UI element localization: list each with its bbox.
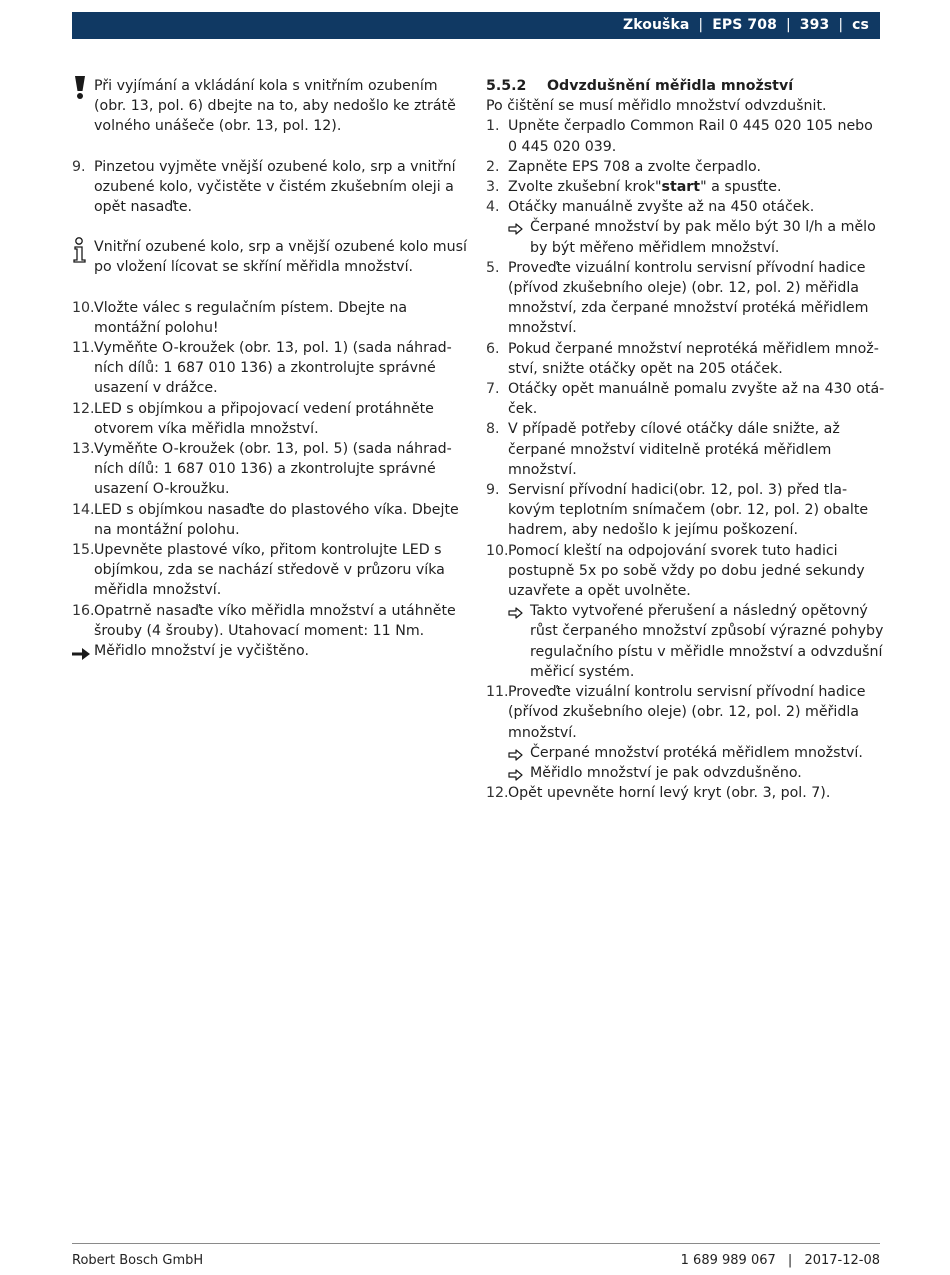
right-column [486,76,886,803]
list-item [486,339,886,379]
step-number: 15. [72,542,95,559]
section-title: Odvzdušnění měřidla množství [547,78,794,94]
list-item [486,258,886,339]
step-number: 6. [486,340,500,357]
list-item [486,177,886,197]
step-number: 12. [486,785,509,802]
footer-divider [72,1243,880,1244]
step-text: Opět upevněte horní levý kryt (obr. 3, pol. 7). [508,785,831,802]
result-line [72,641,468,661]
step-number: 9. [72,158,86,175]
step-text: Pinzetou vyjměte vnější ozubené kolo, srp a vnitřní ozubené kolo, vyčistěte v čistém zkušebním oleji a opět nasaďte. [94,158,456,216]
step-number: 2. [486,158,500,175]
step-text: Proveďte vizuální kontrolu servisní přívodní hadice (přívod zkušebního oleje) (obr. 12, pol. 2) měřidla množství, zda čerpané množství protéká měřidlem množství. [508,259,869,337]
outline-arrow-icon [508,221,523,241]
intro-text: Po čištění se musí měřidlo množství odvzdušnit. [486,98,827,115]
step-text: Otáčky opět manuálně pomalu zvyšte až na 430 otáček. [508,381,885,418]
step-number: 13. [72,441,95,458]
info-text: Vnitřní ozubené kolo, srp a vnější ozubené kolo musí po vložení lícovat se skříní měřidla množství. [94,239,467,276]
sub-result [486,763,886,783]
list-item [72,439,468,500]
list-item [486,480,886,541]
header-separator: | [785,17,791,34]
list-item [486,157,886,177]
step-number: 11. [486,684,509,701]
sub-result [486,601,886,682]
header-product: EPS 708 [712,17,777,34]
list-item [486,379,886,419]
step-keyword: start [661,179,701,196]
step-number: 4. [486,199,500,216]
step-number: 7. [486,381,500,398]
list-item [72,540,468,601]
step-text: Vyměňte O-kroužek (obr. 13, pol. 1) (sada náhradních dílů: 1 687 010 136) a zkontrolujte správné usazení v drážce. [94,340,452,397]
step-number: 16. [72,602,95,619]
list-item [72,298,468,338]
step-text: Proveďte vizuální kontrolu servisní přívodní hadice (přívod zkušebního oleje) (obr. 12, pol. 2) měřidla množství. [508,684,866,741]
step-text: Vyměňte O-kroužek (obr. 13, pol. 5) (sada náhradních dílů: 1 687 010 136) a zkontrolujte správné usazení O-kroužku. [94,441,452,498]
step-text-prefix: Zvolte zkušební krok" [508,179,662,196]
info-icon [72,237,90,269]
step-number: 1. [486,118,500,135]
footer-doc-number: 1 689 989 067 [680,1253,776,1268]
header-page-number: 393 [799,17,830,34]
warning-note [72,76,468,137]
step-text-suffix: " a spusťte. [700,179,782,196]
left-column [72,76,468,661]
step-number: 5. [486,259,500,276]
list-item [486,197,886,217]
step-text: Pomocí kleští na odpojování svorek tuto hadici postupně 5x po sobě vždy po dobu jedné sekundy uzavřete a opět uvolněte. [508,542,865,600]
list-item [72,500,468,540]
outline-arrow-icon [508,605,523,625]
list-item [72,157,468,218]
sub-result [486,217,886,257]
header-language: cs [852,17,869,34]
step-number: 8. [486,421,500,438]
footer-date: 2017-12-08 [804,1253,880,1268]
result-text: Měřidlo množství je vyčištěno. [94,643,309,660]
list-item [72,338,468,399]
list-item [486,116,886,156]
step-text: LED s objímkou nasaďte do plastového víka. Dbejte na montážní polohu. [94,501,459,538]
step-text: Otáčky manuálně zvyšte až na 450 otáček. [508,199,815,216]
list-item [486,419,886,480]
list-item [486,783,886,803]
section-heading [486,76,886,96]
step-text: Servisní přívodní hadici(obr. 12, pol. 3) před tlakovým teplotním snímačem (obr. 12, pol. 2) obalte hadrem, aby nedošlo k jejímu poškození. [508,482,869,539]
step-number: 3. [486,179,500,196]
page-header-bar [72,12,880,39]
header-separator: | [698,17,704,34]
step-text: Upevněte plastové víko, přitom kontrolujte LED s objímkou, zda se nachází středově v průzoru víka měřidla množství. [94,542,445,599]
step-text: Upněte čerpadlo Common Rail 0 445 020 105 nebo 0 445 020 039. [508,118,873,155]
step-text: Opatrně nasaďte víko měřidla množství a utáhněte šrouby (4 šrouby). Utahovací moment: 11 Nm. [94,602,456,639]
sub-result-text: Takto vytvořené přerušení a následný opětovný růst čerpaného množství způsobí výrazné pohyby regulačního pístu v měřidle množství a odvzdušní měřicí systém. [530,603,884,680]
info-note [72,237,468,277]
step-number: 11. [72,340,95,357]
header-separator: | [838,17,844,34]
warning-text: Při vyjímání a vkládání kola s vnitřním ozubením (obr. 13, pol. 6) dbejte na to, aby nedošlo ke ztrátě volného unášeče (obr. 13, pol. 12). [94,78,456,135]
sub-result-text: Měřidlo množství je pak odvzdušněno. [530,764,802,781]
step-number: 9. [486,482,500,499]
list-item [72,399,468,439]
step-text: Zapněte EPS 708 a zvolte čerpadlo. [508,158,761,175]
step-number: 14. [72,501,95,518]
footer-doc-info [681,1251,880,1271]
list-item [486,682,886,743]
step-text: Vložte válec s regulačním pístem. Dbejte na montážní polohu! [94,299,408,336]
step-number: 10. [486,542,509,559]
result-arrow-icon [72,646,90,666]
list-item [72,601,468,641]
header-section: Zkouška [622,17,690,34]
sub-result [486,743,886,763]
section-number: 5.5.2 [486,78,527,94]
sub-result-text: Čerpané množství protéká měřidlem množství. [530,744,863,761]
step-text: LED s objímkou a připojovací vedení protáhněte otvorem víka měřidla množství. [94,400,434,437]
exclamation-icon [72,76,90,106]
step-text: Pokud čerpané množství neprotéká měřidlem množství, snižte otáčky opět na 205 otáček. [508,340,879,377]
list-item [486,541,886,602]
step-number: 12. [72,400,95,417]
footer-company: Robert Bosch GmbH [72,1253,204,1268]
sub-result-text: Čerpané množství by pak mělo být 30 l/h a mělo by být měřeno měřidlem množství. [530,219,876,256]
footer-separator: | [787,1253,793,1268]
step-number: 10. [72,299,95,316]
step-text: V případě potřeby cílové otáčky dále snižte, až čerpané množství viditelně protéká měřidlem množství. [508,421,840,478]
